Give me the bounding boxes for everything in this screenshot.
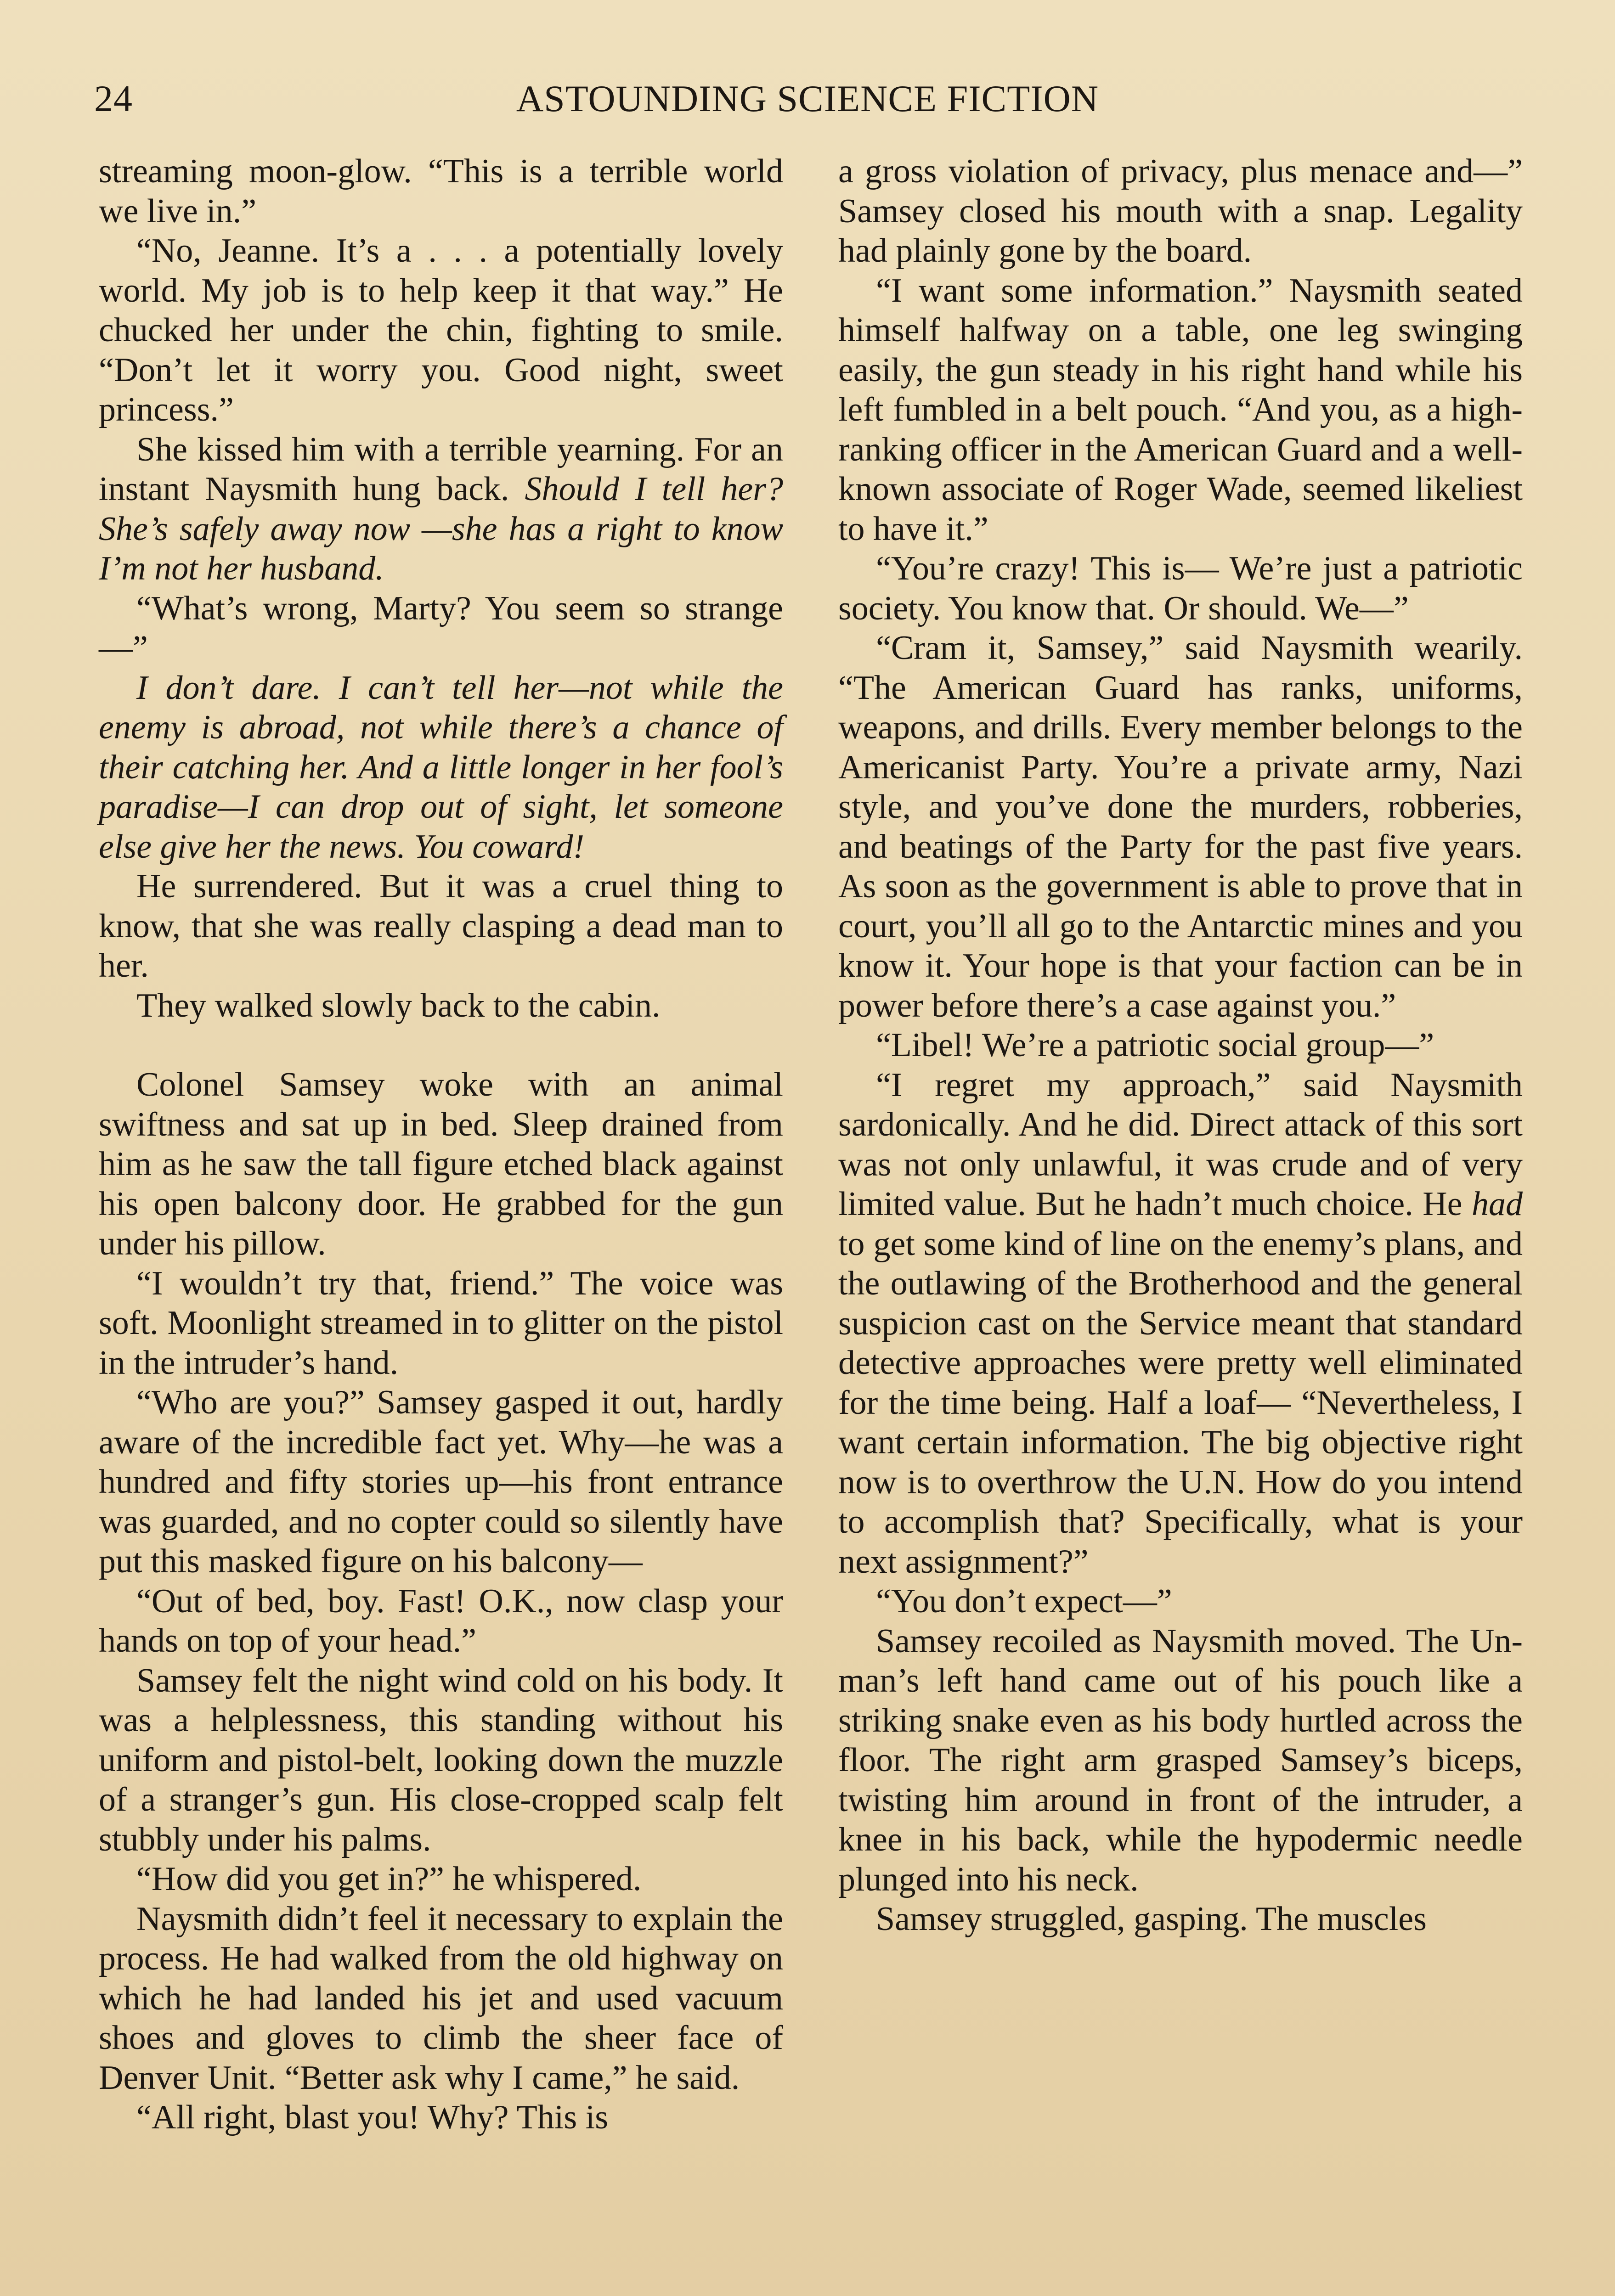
paragraph: “You’re crazy! This is— We’re just a patriotic society. You know that. Or should. We—” — [838, 550, 1523, 627]
paragraph — [838, 1065, 1523, 1582]
italic-emphasis: had — [1472, 1185, 1523, 1223]
paragraph: a gross violation of privacy, plus menace and—” Samsey closed his mouth with a snap. Legality had plainly gone by the board. — [838, 152, 1523, 270]
paragraph: “Out of bed, boy. Fast! O.K., now clasp your hands on top of your head.” — [99, 1582, 783, 1660]
paragraph: Naysmith didn’t feel it necessary to explain the process. He had walked from the old highway on which he had landed his jet and used vacuum shoes and gloves to climb the sheer face of Denver Unit. “Better ask why I came,” he said. — [99, 1900, 783, 2097]
italic-thought: I don’t dare. I can’t tell her—not while the enemy is abroad, not while there’s a chance of their catching her. And a little longer in her fool’s paradise—I can drop out of sight, let someone else give her the news. You coward! — [99, 669, 783, 866]
page-header — [94, 77, 1521, 128]
paragraph: “All right, blast you! Why? This is — [136, 2099, 609, 2136]
page-number: 24 — [94, 78, 133, 119]
paragraph: “Libel! We’re a patriotic social group—” — [876, 1026, 1434, 1064]
paragraph: “Who are you?” Samsey gasped it out, hardly aware of the incredible fact yet. Why—he was a hundred and fifty stories up—his front entrance was guarded, and no copter could so silently have put this masked figure on his balcony— — [99, 1384, 783, 1580]
paragraph: They walked slowly back to the cabin. — [136, 986, 661, 1024]
paragraph: Colonel Samsey woke with an animal swiftness and sat up in bed. Sleep drained from him as he saw the tall figure etched black against his open balcony door. He grabbed for the gun under his pillow. — [99, 1066, 783, 1262]
paragraph: Samsey recoiled as Naysmith moved. The Un-man’s left hand came out of his pouch like a striking snake even as his body hurtled across the floor. The right arm grasped Samsey’s biceps, twisting him around in front of the intruder, a knee in his back, while the hypodermic needle plunged into his neck. — [838, 1622, 1523, 1898]
paragraph-text: She kissed him with a terrible yearning. For an instant Naysmith hung back. — [99, 430, 783, 508]
paragraph-text: “I regret my approach,” said Naysmith sardonically. And he did. Direct attack of this sort was not only unlawful, it was crude and of very limited value. But he hadn’t much choice. He — [838, 1066, 1523, 1223]
paragraph: “What’s wrong, Marty? You seem so strange—” — [99, 589, 783, 667]
paragraph: He surrendered. But it was a cruel thing to know, that she was really clasping a dead man to her. — [99, 867, 783, 985]
paragraph — [99, 668, 783, 867]
paragraph — [99, 430, 783, 589]
italic-thought: Should I tell her? She’s safely away now —she has a right to know I’m not her husband. — [99, 470, 783, 587]
paragraph: “I wouldn’t try that, friend.” The voice was soft. Moonlight streamed in to glitter on the pistol in the intruder’s hand. — [99, 1264, 783, 1382]
paragraph: “I want some information.” Naysmith seated himself halfway on a table, one leg swinging easily, the gun steady in his right hand while his left fumbled in a belt pouch. “And you, as a high-ranking officer in the American Guard and a well-known associate of Roger Wade, seemed likeliest to have it.” — [838, 271, 1523, 548]
paragraph: streaming moon-glow. “This is a terrible world we live in.” — [99, 152, 783, 230]
paragraph: “You don’t expect—” — [876, 1582, 1172, 1620]
paragraph: Samsey felt the night wind cold on his body. It was a helplessness, this standing without his uniform and pistol-belt, looking down the muzzle of a stranger’s gun. His close-cropped scalp felt stubbly under his palms. — [99, 1661, 783, 1858]
paragraph: “Cram it, Samsey,” said Naysmith wearily. “The American Guard has ranks, uniforms, weapons, and drills. Every member belongs to the Americanist Party. You’re a private army, Nazi style, and you’ve done the murders, robberies, and beatings of the Party for the past five years. As soon as the government is able to prove that in court, you’ll all go to the Antarctic mines and you know it. Your hope is that your faction can be in power before there’s a case against you.” — [838, 629, 1523, 1024]
paragraph: “No, Jeanne. It’s a . . . a potentially lovely world. My job is to help keep it that way.” He chucked her under the chin, fighting to smile. “Don’t let it worry you. Good night, sweet princess.” — [99, 232, 783, 428]
paragraph: “How did you get in?” he whispered. — [136, 1860, 642, 1898]
paragraph: Samsey struggled, gasping. The muscles — [876, 1900, 1427, 1938]
text-columns — [99, 152, 1523, 2296]
paragraph-text: to get some kind of line on the enemy’s plans, and the outlawing of the Brotherhood and the general suspicion cast on the Service meant that standard detective approaches were pretty well eliminated for the time being. Half a loaf— “Nevertheless, I want certain information. The big objective right now is to overthrow the U.N. How do you intend to accomplish that? Specifically, what is your next assignment?” — [838, 1225, 1523, 1581]
right-column — [838, 152, 1523, 2296]
running-title: ASTOUNDING SCIENCE FICTION — [516, 78, 1099, 119]
left-column — [99, 152, 783, 2296]
